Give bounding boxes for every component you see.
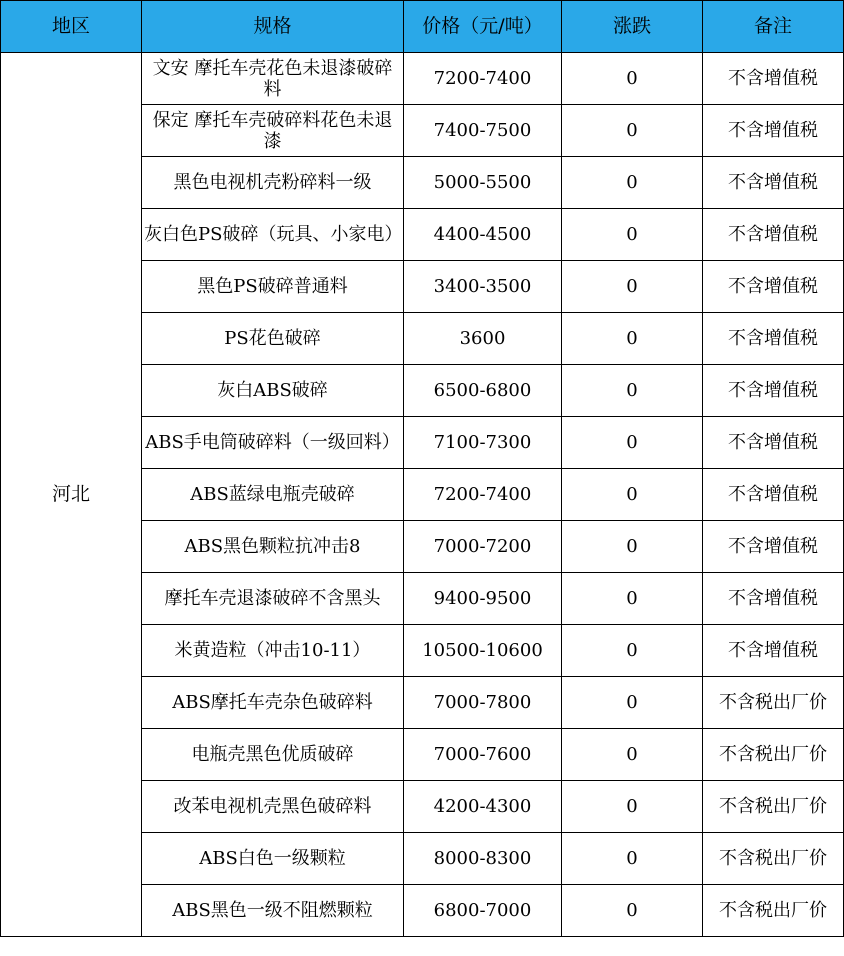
price-cell: 7000-7800 <box>404 677 562 729</box>
spec-cell: ABS黑色颗粒抗冲击8 <box>142 521 404 573</box>
header-spec: 规格 <box>142 1 404 53</box>
spec-cell: 灰白色PS破碎（玩具、小家电） <box>142 209 404 261</box>
spec-cell: ABS白色一级颗粒 <box>142 833 404 885</box>
change-cell: 0 <box>562 521 703 573</box>
table-row <box>1 53 844 105</box>
price-cell: 6800-7000 <box>404 885 562 937</box>
change-cell: 0 <box>562 261 703 313</box>
price-cell: 7200-7400 <box>404 53 562 105</box>
spec-cell: ABS摩托车壳杂色破碎料 <box>142 677 404 729</box>
change-cell: 0 <box>562 365 703 417</box>
spec-cell: ABS蓝绿电瓶壳破碎 <box>142 469 404 521</box>
price-cell: 7000-7600 <box>404 729 562 781</box>
note-cell: 不含税出厂价 <box>703 885 844 937</box>
table-body <box>1 53 844 937</box>
note-cell: 不含增值税 <box>703 313 844 365</box>
change-cell: 0 <box>562 677 703 729</box>
header-change: 涨跌 <box>562 1 703 53</box>
change-cell: 0 <box>562 885 703 937</box>
change-cell: 0 <box>562 53 703 105</box>
note-cell: 不含增值税 <box>703 157 844 209</box>
spec-cell: 摩托车壳退漆破碎不含黑头 <box>142 573 404 625</box>
header-region: 地区 <box>1 1 142 53</box>
price-cell: 10500-10600 <box>404 625 562 677</box>
price-cell: 3400-3500 <box>404 261 562 313</box>
note-cell: 不含增值税 <box>703 261 844 313</box>
spec-cell: 改苯电视机壳黑色破碎料 <box>142 781 404 833</box>
header-row <box>1 1 844 53</box>
spec-cell: 黑色电视机壳粉碎料一级 <box>142 157 404 209</box>
change-cell: 0 <box>562 469 703 521</box>
price-cell: 4200-4300 <box>404 781 562 833</box>
note-cell: 不含增值税 <box>703 573 844 625</box>
price-cell: 9400-9500 <box>404 573 562 625</box>
note-cell: 不含增值税 <box>703 209 844 261</box>
price-cell: 7400-7500 <box>404 105 562 157</box>
change-cell: 0 <box>562 105 703 157</box>
note-cell: 不含税出厂价 <box>703 677 844 729</box>
header-note: 备注 <box>703 1 844 53</box>
change-cell: 0 <box>562 209 703 261</box>
spec-cell: ABS黑色一级不阻燃颗粒 <box>142 885 404 937</box>
price-cell: 7000-7200 <box>404 521 562 573</box>
note-cell: 不含增值税 <box>703 417 844 469</box>
change-cell: 0 <box>562 625 703 677</box>
note-cell: 不含税出厂价 <box>703 833 844 885</box>
spec-cell: PS花色破碎 <box>142 313 404 365</box>
price-cell: 8000-8300 <box>404 833 562 885</box>
spec-cell: 电瓶壳黑色优质破碎 <box>142 729 404 781</box>
spec-cell: 灰白ABS破碎 <box>142 365 404 417</box>
change-cell: 0 <box>562 417 703 469</box>
spec-cell: 文安 摩托车壳花色未退漆破碎料 <box>142 53 404 105</box>
note-cell: 不含增值税 <box>703 625 844 677</box>
change-cell: 0 <box>562 729 703 781</box>
price-cell: 6500-6800 <box>404 365 562 417</box>
note-cell: 不含增值税 <box>703 365 844 417</box>
spec-cell: 保定 摩托车壳破碎料花色未退漆 <box>142 105 404 157</box>
spec-cell: 米黄造粒（冲击10-11） <box>142 625 404 677</box>
note-cell: 不含税出厂价 <box>703 729 844 781</box>
note-cell: 不含增值税 <box>703 105 844 157</box>
change-cell: 0 <box>562 313 703 365</box>
change-cell: 0 <box>562 833 703 885</box>
header-price: 价格（元/吨） <box>404 1 562 53</box>
change-cell: 0 <box>562 781 703 833</box>
price-cell: 3600 <box>404 313 562 365</box>
note-cell: 不含税出厂价 <box>703 781 844 833</box>
spec-cell: 黑色PS破碎普通料 <box>142 261 404 313</box>
price-cell: 5000-5500 <box>404 157 562 209</box>
change-cell: 0 <box>562 573 703 625</box>
spec-cell: ABS手电筒破碎料（一级回料） <box>142 417 404 469</box>
note-cell: 不含增值税 <box>703 53 844 105</box>
change-cell: 0 <box>562 157 703 209</box>
note-cell: 不含增值税 <box>703 521 844 573</box>
note-cell: 不含增值税 <box>703 469 844 521</box>
price-cell: 7200-7400 <box>404 469 562 521</box>
price-cell: 4400-4500 <box>404 209 562 261</box>
price-cell: 7100-7300 <box>404 417 562 469</box>
region-cell: 河北 <box>1 53 142 937</box>
